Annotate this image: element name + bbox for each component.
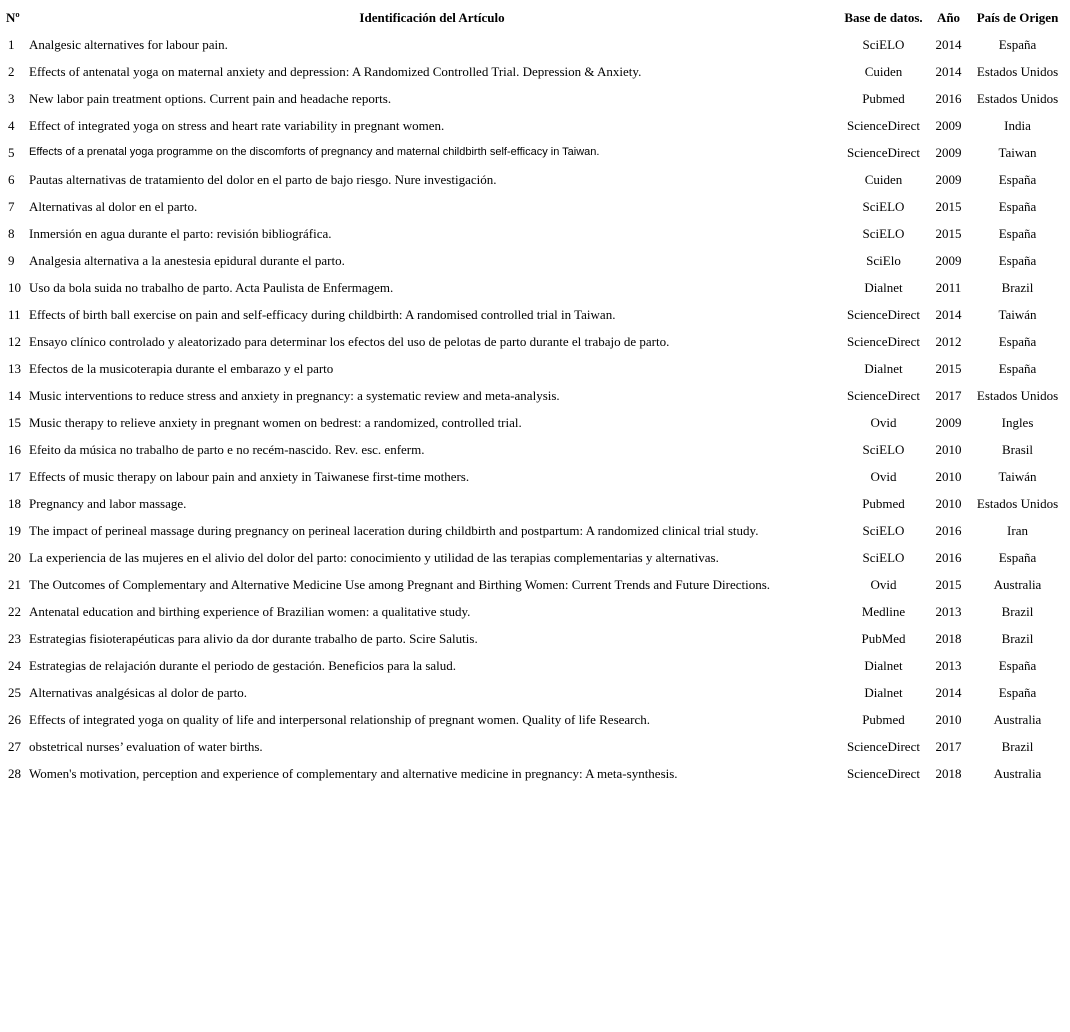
cell-database: ScienceDirect <box>847 739 920 754</box>
cell-database: Pubmed <box>862 91 905 106</box>
table-row <box>4 463 1068 490</box>
cell-country: España <box>998 550 1037 565</box>
header-row <box>4 4 1068 31</box>
table-row <box>4 571 1068 598</box>
cell-database: SciELO <box>862 226 905 241</box>
cell-article-title: Efectos de la musicoterapia durante el embarazo y el parto <box>29 361 334 376</box>
cell-number: 16 <box>8 442 21 457</box>
cell-number: 18 <box>8 496 21 511</box>
cell-number: 11 <box>8 307 21 322</box>
cell-country: India <box>1004 118 1031 133</box>
table-row <box>4 679 1068 706</box>
table-row <box>4 760 1068 787</box>
cell-number: 2 <box>8 64 15 79</box>
cell-database: SciELO <box>862 442 905 457</box>
cell-number: 21 <box>8 577 21 592</box>
cell-year: 2015 <box>935 226 962 241</box>
cell-country: Taiwan <box>998 145 1037 160</box>
cell-database: Cuiden <box>864 64 903 79</box>
cell-year: 2009 <box>935 172 962 187</box>
cell-number: 27 <box>8 739 21 754</box>
cell-country: Estados Unidos <box>976 64 1059 79</box>
table-row <box>4 193 1068 220</box>
cell-country: España <box>998 199 1037 214</box>
cell-number: 17 <box>8 469 21 484</box>
table-row <box>4 31 1068 58</box>
cell-year: 2016 <box>935 91 962 106</box>
cell-database: Dialnet <box>864 658 903 673</box>
cell-number: 5 <box>8 145 15 160</box>
cell-number: 12 <box>8 334 21 349</box>
cell-country: España <box>998 658 1037 673</box>
cell-number: 3 <box>8 91 15 106</box>
cell-number: 15 <box>8 415 21 430</box>
cell-article-title: Antenatal education and birthing experience of Brazilian women: a qualitative study. <box>29 604 471 619</box>
cell-article-title: The Outcomes of Complementary and Alternative Medicine Use among Pregnant and Birthing Women: Current Trends and Future Directions. <box>29 577 771 592</box>
table-row <box>4 274 1068 301</box>
cell-country: Brazil <box>1001 739 1034 754</box>
cell-number: 1 <box>8 37 15 52</box>
cell-country: Brasil <box>1001 442 1034 457</box>
cell-article-title: Efeito da música no trabalho de parto e no recém-nascido. Rev. esc. enferm. <box>29 442 425 457</box>
table-row <box>4 139 1068 166</box>
cell-number: 22 <box>8 604 21 619</box>
header-number: Nº <box>6 10 20 25</box>
cell-number: 7 <box>8 199 15 214</box>
table-row <box>4 733 1068 760</box>
cell-number: 9 <box>8 253 15 268</box>
cell-article-title: New labor pain treatment options. Current pain and headache reports. <box>29 91 392 106</box>
cell-country: Brazil <box>1001 604 1034 619</box>
cell-article-title: Effect of integrated yoga on stress and heart rate variability in pregnant women. <box>29 118 445 133</box>
table-row <box>4 517 1068 544</box>
cell-database: Pubmed <box>862 496 905 511</box>
cell-year: 2010 <box>935 712 962 727</box>
cell-database: Dialnet <box>864 361 903 376</box>
cell-country: Taiwán <box>998 307 1037 322</box>
cell-article-title: Effects of integrated yoga on quality of life and interpersonal relationship of pregnant women. Quality of life Research. <box>29 712 651 727</box>
cell-article-title: Ensayo clínico controlado y aleatorizado para determinar los efectos del uso de pelotas de parto durante el trabajo de parto. <box>29 334 670 349</box>
table-row <box>4 112 1068 139</box>
header-article-identification: Identificación del Artículo <box>359 10 505 25</box>
cell-number: 19 <box>8 523 21 538</box>
table-row <box>4 544 1068 571</box>
cell-database: Cuiden <box>864 172 903 187</box>
cell-database: SciELO <box>862 199 905 214</box>
cell-article-title: Effects of music therapy on labour pain and anxiety in Taiwanese first-time mothers. <box>29 469 470 484</box>
cell-database: PubMed <box>861 631 906 646</box>
cell-year: 2014 <box>935 37 962 52</box>
cell-country: Iran <box>1007 523 1028 538</box>
cell-country: Estados Unidos <box>976 388 1059 403</box>
cell-database: ScienceDirect <box>847 388 920 403</box>
cell-year: 2015 <box>935 199 962 214</box>
table-row <box>4 328 1068 355</box>
table-row <box>4 220 1068 247</box>
cell-database: Ovid <box>870 577 897 592</box>
cell-article-title: Effects of birth ball exercise on pain and self-efficacy during childbirth: A randomised controlled trial in Taiwan. <box>29 307 616 322</box>
header-country: País de Origen <box>976 10 1059 25</box>
cell-year: 2014 <box>935 685 962 700</box>
cell-article-title: Music interventions to reduce stress and anxiety in pregnancy: a systematic review and meta-analysis. <box>29 388 560 403</box>
cell-year: 2010 <box>935 469 962 484</box>
articles-table <box>4 4 1068 787</box>
table-row <box>4 382 1068 409</box>
cell-country: España <box>998 172 1037 187</box>
cell-year: 2012 <box>935 334 962 349</box>
cell-country: Estados Unidos <box>976 496 1059 511</box>
cell-country: España <box>998 334 1037 349</box>
table-row <box>4 652 1068 679</box>
cell-year: 2014 <box>935 307 962 322</box>
cell-article-title: Estrategias de relajación durante el periodo de gestación. Beneficios para la salud. <box>29 658 457 673</box>
cell-database: SciELO <box>862 523 905 538</box>
table-row <box>4 490 1068 517</box>
table-header <box>4 4 1068 31</box>
cell-article-title: Alternativas al dolor en el parto. <box>29 199 198 214</box>
cell-number: 24 <box>8 658 21 673</box>
cell-country: España <box>998 226 1037 241</box>
table-row <box>4 355 1068 382</box>
cell-number: 4 <box>8 118 15 133</box>
cell-database: ScienceDirect <box>847 145 920 160</box>
cell-database: SciELO <box>862 37 905 52</box>
cell-database: Pubmed <box>862 712 905 727</box>
cell-database: Medline <box>861 604 906 619</box>
cell-country: España <box>998 253 1037 268</box>
table-body <box>4 31 1068 787</box>
cell-year: 2009 <box>935 253 962 268</box>
table-row <box>4 706 1068 733</box>
cell-article-title: Uso da bola suida no trabalho de parto. Acta Paulista de Enfermagem. <box>29 280 394 295</box>
table-row <box>4 247 1068 274</box>
cell-article-title: Analgesic alternatives for labour pain. <box>29 37 228 52</box>
table-row <box>4 409 1068 436</box>
cell-year: 2015 <box>935 361 962 376</box>
cell-article-title: La experiencia de las mujeres en el alivio del dolor del parto: conocimiento y utilidad de las terapias complementarias y alternativas. <box>29 550 719 565</box>
cell-database: SciElo <box>866 253 901 268</box>
cell-article-title: Pautas alternativas de tratamiento del dolor en el parto de bajo riesgo. Nure investigación. <box>29 172 497 187</box>
cell-article-title: Effects of antenatal yoga on maternal anxiety and depression: A Randomized Controlled Trial. Depression & Anxiety. <box>29 64 642 79</box>
cell-country: Australia <box>993 712 1042 727</box>
cell-number: 20 <box>8 550 21 565</box>
cell-database: Ovid <box>870 469 897 484</box>
cell-number: 25 <box>8 685 21 700</box>
cell-database: Dialnet <box>864 280 903 295</box>
cell-number: 8 <box>8 226 15 241</box>
cell-number: 26 <box>8 712 21 727</box>
table-row <box>4 58 1068 85</box>
table-row <box>4 301 1068 328</box>
cell-article-title: Women's motivation, perception and experience of complementary and alternative medicine in pregnancy: A meta-synthesis. <box>29 766 678 781</box>
cell-year: 2010 <box>935 442 962 457</box>
cell-article-title: Effects of a prenatal yoga programme on the discomforts of pregnancy and maternal childbirth self-efficacy in Taiwan. <box>29 146 600 158</box>
cell-year: 2010 <box>935 496 962 511</box>
cell-number: 6 <box>8 172 15 187</box>
cell-year: 2016 <box>935 550 962 565</box>
cell-number: 14 <box>8 388 21 403</box>
cell-year: 2014 <box>935 64 962 79</box>
cell-country: Ingles <box>1001 415 1034 430</box>
cell-article-title: Pregnancy and labor massage. <box>29 496 187 511</box>
table-row <box>4 436 1068 463</box>
cell-year: 2018 <box>935 631 962 646</box>
cell-database: ScienceDirect <box>847 118 920 133</box>
header-year: Año <box>936 10 961 25</box>
header-database: Base de datos. <box>844 10 923 25</box>
cell-article-title: Estrategias fisioterapéuticas para alivio da dor durante trabalho de parto. Scire Salutis. <box>29 631 478 646</box>
cell-country: España <box>998 361 1037 376</box>
cell-year: 2017 <box>935 388 962 403</box>
cell-article-title: Alternativas analgésicas al dolor de parto. <box>29 685 248 700</box>
cell-database: ScienceDirect <box>847 334 920 349</box>
cell-database: Ovid <box>870 415 897 430</box>
cell-country: España <box>998 685 1037 700</box>
cell-year: 2015 <box>935 577 962 592</box>
cell-country: Taiwán <box>998 469 1037 484</box>
cell-country: Australia <box>993 577 1042 592</box>
cell-year: 2013 <box>935 658 962 673</box>
cell-year: 2009 <box>935 145 962 160</box>
cell-year: 2017 <box>935 739 962 754</box>
cell-country: Brazil <box>1001 631 1034 646</box>
cell-country: Brazil <box>1001 280 1034 295</box>
cell-article-title: obstetrical nurses’ evaluation of water births. <box>29 739 263 754</box>
cell-country: España <box>998 37 1037 52</box>
cell-year: 2016 <box>935 523 962 538</box>
cell-year: 2009 <box>935 118 962 133</box>
cell-year: 2011 <box>935 280 962 295</box>
table-row <box>4 598 1068 625</box>
cell-year: 2018 <box>935 766 962 781</box>
cell-number: 28 <box>8 766 21 781</box>
table-row <box>4 85 1068 112</box>
cell-database: ScienceDirect <box>847 766 920 781</box>
cell-article-title: Inmersión en agua durante el parto: revisión bibliográfica. <box>29 226 332 241</box>
table-row <box>4 166 1068 193</box>
cell-year: 2009 <box>935 415 962 430</box>
table-row <box>4 625 1068 652</box>
cell-article-title: Analgesia alternativa a la anestesia epidural durante el parto. <box>29 253 345 268</box>
cell-number: 23 <box>8 631 21 646</box>
cell-number: 10 <box>8 280 21 295</box>
cell-country: Australia <box>993 766 1042 781</box>
cell-country: Estados Unidos <box>976 91 1059 106</box>
cell-number: 13 <box>8 361 21 376</box>
cell-database: SciELO <box>862 550 905 565</box>
cell-year: 2013 <box>935 604 962 619</box>
cell-article-title: The impact of perineal massage during pregnancy on perineal laceration during childbirth and postpartum: A randomized clinical trial study. <box>29 523 759 538</box>
cell-article-title: Music therapy to relieve anxiety in pregnant women on bedrest: a randomized, controlled trial. <box>29 415 522 430</box>
cell-database: Dialnet <box>864 685 903 700</box>
cell-database: ScienceDirect <box>847 307 920 322</box>
